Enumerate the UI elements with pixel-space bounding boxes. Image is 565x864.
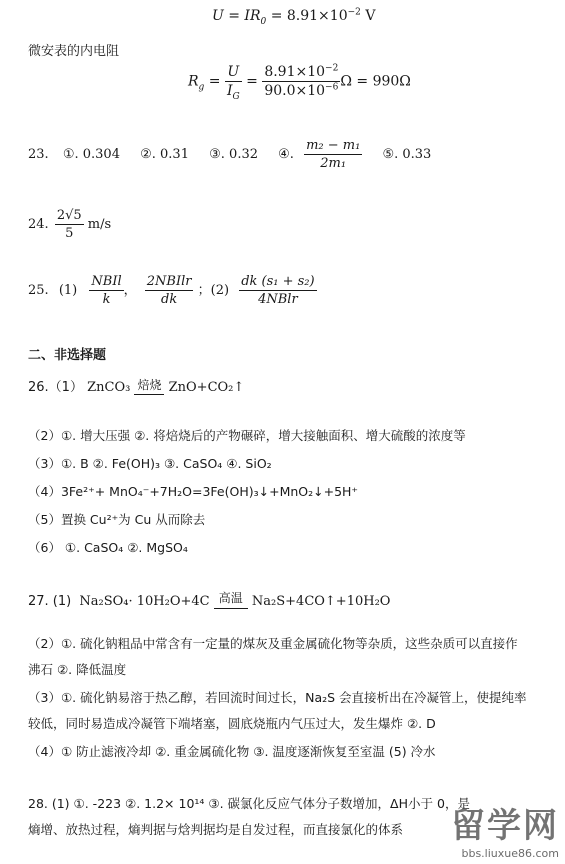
q27-number: 27. (1)	[28, 594, 72, 609]
eq-voltage-rhs: = 8.91×10	[266, 8, 348, 24]
q26-eq-rhs: ZnO+CO₂↑	[168, 380, 245, 395]
q26-cond-text: 焙烧	[137, 378, 162, 392]
watermark-url: bbs.liuxue86.com	[461, 847, 559, 860]
eq-voltage-exp: −2	[347, 7, 361, 18]
q23-answer-5: ⑤. 0.33	[382, 147, 432, 162]
q25-f1-den: k	[102, 292, 111, 307]
eq-voltage-sub: 0	[260, 16, 267, 27]
label-internal-resistance: 微安表的内电阻	[28, 44, 120, 59]
q23-frac-num: m₂ − m₁	[306, 138, 361, 153]
q27-eq-rhs: Na₂S+4CO↑+10H₂O	[251, 594, 391, 609]
eq-rg-f1-num: U	[225, 64, 242, 82]
q26-eq-lhs: ZnCO₃	[87, 380, 131, 395]
q24-fraction	[55, 208, 84, 241]
eq-rg-f2-den: 90.0×10	[264, 83, 326, 99]
eq-rg-f1-den: I	[226, 83, 233, 99]
eq-voltage-unit: V	[360, 8, 376, 24]
q26-line-4: （4）3Fe²⁺+ MnO₄⁻+7H₂O=3Fe(OH)₃↓+MnO₂↓+5H⁺	[28, 484, 359, 499]
eq-rg-lhs: R	[188, 73, 199, 90]
q25-f1-num: NBIl	[91, 274, 122, 289]
eq-rg-f1-den-sub: G	[232, 91, 240, 102]
eq-rg-f2-num-exp: −2	[325, 63, 339, 74]
q25-f3-den: 4NBlr	[258, 292, 298, 307]
q27-line-2a: （2）①. 硫化钠粗品中常含有一定量的煤灰及重金属硫化物等杂质，这些杂质可以直接作	[28, 636, 518, 651]
eq-rg-eq1: =	[204, 73, 225, 90]
eq-rg-f2-den-exp: −6	[325, 82, 339, 93]
q24-number: 24.	[28, 217, 49, 232]
eq-rg-f2-num: 8.91×10	[264, 64, 326, 80]
q27-line-1	[28, 591, 391, 609]
eq-rg-fraction-1	[225, 64, 242, 102]
q26-line-3: （3）①. B ②. Fe(OH)₃ ③. CaSO₄ ④. SiO₂	[28, 456, 272, 471]
q27-line-3b: 较低，同时易造成冷凝管下端堵塞，圆底烧瓶内气压过大，发生爆炸 ②. D	[28, 716, 436, 731]
q27-line-4: （4）① 防止滤液冷却 ②. 重金属硫化物 ③. 温度逐渐恢复至室温 (5) 冷水	[28, 744, 436, 759]
q26-line-2: （2）①. 增大压强 ②. 将焙烧后的产物碾碎，增大接触面积、增大硫酸的浓度等	[28, 428, 466, 443]
question-24	[28, 208, 111, 241]
q24-frac-num: 2√5	[56, 208, 82, 223]
q28-line-1: 28. (1) ①. -223 ②. 1.2× 10¹⁴ ③. 碳氯化反应气体分子数增加，ΔH小于 0，是	[28, 796, 470, 811]
q26-cond-bar	[134, 394, 164, 395]
q25-f2-den: dk	[161, 292, 178, 307]
q23-answer-2: ②. 0.31	[140, 147, 189, 162]
q25-f3-num: dk (s₁ + s₂)	[241, 274, 315, 289]
q24-unit: m/s	[87, 217, 112, 232]
q27-line-2b: 沸石 ②. 降低温度	[28, 662, 127, 677]
q23-answer-4-fraction	[304, 138, 362, 171]
q27-line-3a: （3）①. 硫化钠易溶于热乙醇，若回流时间过长，Na₂S 会直接析出在冷凝管上，使提纯率	[28, 690, 527, 705]
q23-number: 23.	[28, 147, 49, 162]
question-23	[28, 138, 431, 171]
q25-fraction-1	[89, 274, 123, 307]
eq-voltage-lhs: U = IR	[212, 8, 261, 24]
equation-voltage	[212, 7, 376, 27]
q25-part-1: (1)	[58, 283, 78, 298]
q26-number: 26.（1）	[28, 380, 83, 395]
eq-rg-tail: Ω = 990Ω	[340, 73, 411, 90]
q26-line-6: （6） ①. CaSO₄ ②. MgSO₄	[28, 540, 188, 555]
q28-line-2: 熵增、放热过程，熵判据与焓判据均是自发过程，而直接氯化的体系	[28, 822, 404, 837]
q25-number: 25.	[28, 283, 49, 298]
q23-answer-1: ①. 0.304	[62, 147, 120, 162]
q27-cond-text: 高温	[218, 591, 243, 605]
q25-separator: ；(2)	[197, 283, 230, 298]
q23-answer-4-label: ④.	[278, 147, 294, 162]
q23-answer-3: ③. 0.32	[209, 147, 258, 162]
watermark	[451, 798, 559, 860]
equation-rg	[188, 63, 411, 102]
q25-fraction-3	[239, 274, 316, 307]
q25-fraction-2	[145, 274, 194, 307]
eq-rg-eq2: =	[241, 73, 263, 90]
q27-cond-bar	[214, 608, 248, 609]
q25-f2-num: 2NBIlr	[146, 274, 192, 289]
q27-eq-lhs: Na₂SO₄· 10H₂O+4C	[79, 594, 210, 609]
q24-frac-den: 5	[65, 226, 74, 241]
q26-line-1	[28, 376, 244, 395]
eq-rg-fraction-2	[262, 64, 340, 99]
q23-frac-den: 2m₁	[320, 156, 347, 171]
section-title: 二、非选择题	[28, 348, 107, 363]
q26-line-5: （5）置换 Cu²⁺为 Cu 从而除去	[28, 512, 206, 527]
watermark-logo-text: 留学网	[451, 806, 559, 846]
eq-rg-lhs-sub: g	[198, 82, 205, 93]
question-25: 25. (1) $\frac{\text{NBIl}}{k}$ ， $\frac{\text{2NBIlr}}{dk}$ ；(2) $\frac{\text{dk (s₁ + s₂)}}{\text{4NBlr}}$	[28, 274, 315, 307]
